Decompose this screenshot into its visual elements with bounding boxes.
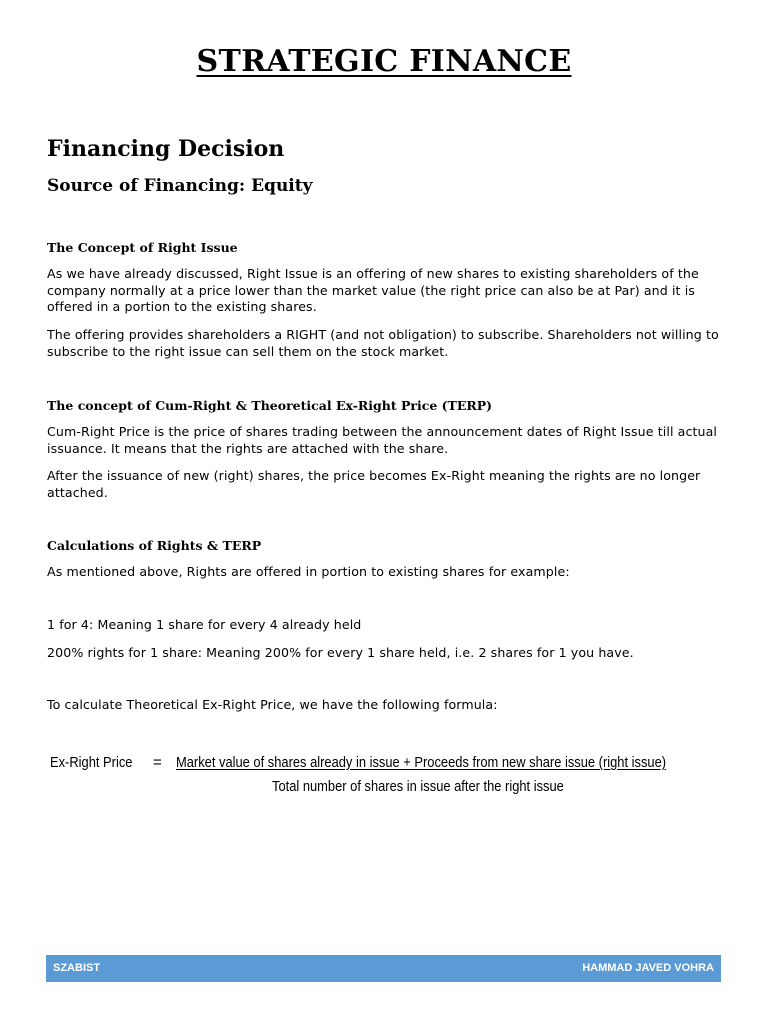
heading-calculations: Calculations of Rights & TERP	[47, 538, 262, 553]
paragraph-rights-intro: As mentioned above, Rights are offered in portion to existing shares for example:	[47, 564, 570, 579]
paragraph-right-issue-offering: The offering provides shareholders a RIGHT (and not obligation) to subscribe. Shareholders not willing to subscribe to the right issue can sell them on the stock market.	[47, 327, 719, 359]
formula-denominator: Total number of shares in issue after the right issue	[272, 778, 564, 795]
page-footer	[46, 955, 721, 982]
footer-author: HAMMAD JAVED VOHRA	[582, 962, 714, 974]
footer-institution: SZABIST	[53, 962, 101, 974]
formula-numerator: Market value of shares already in issue + Proceeds from new share issue (right issue)	[176, 754, 667, 771]
paragraph-formula-intro: To calculate Theoretical Ex-Right Price, we have the following formula:	[47, 697, 498, 712]
example-200-percent: 200% rights for 1 share: Meaning 200% for every 1 share held, i.e. 2 shares for 1 you have.	[47, 645, 634, 660]
example-1-for-4: 1 for 4: Meaning 1 share for every 4 already held	[47, 617, 362, 632]
paragraph-right-issue-definition: As we have already discussed, Right Issue is an offering of new shares to existing shareholders of the company normally at a price lower than the market value (the right price can also be at Par) and it is offered in a portion to the existing shares.	[47, 266, 699, 314]
heading-terp-concept: The concept of Cum-Right & Theoretical Ex-Right Price (TERP)	[47, 398, 493, 413]
subheading-source-of-financing: Source of Financing: Equity	[47, 176, 313, 196]
paragraph-cum-right-price: Cum-Right Price is the price of shares trading between the announcement dates of Right Issue till actual issuance. It means that the rights are attached with the share.	[47, 424, 718, 456]
document-title: STRATEGIC FINANCE	[196, 44, 572, 79]
paragraph-ex-right-price: After the issuance of new (right) shares, the price becomes Ex-Right meaning the rights are no longer attached.	[47, 468, 701, 500]
formula-equals-sign: =	[153, 754, 162, 771]
section-heading-financing-decision: Financing Decision	[47, 136, 285, 162]
heading-right-issue: The Concept of Right Issue	[47, 240, 238, 255]
formula-label: Ex-Right Price	[50, 754, 133, 771]
